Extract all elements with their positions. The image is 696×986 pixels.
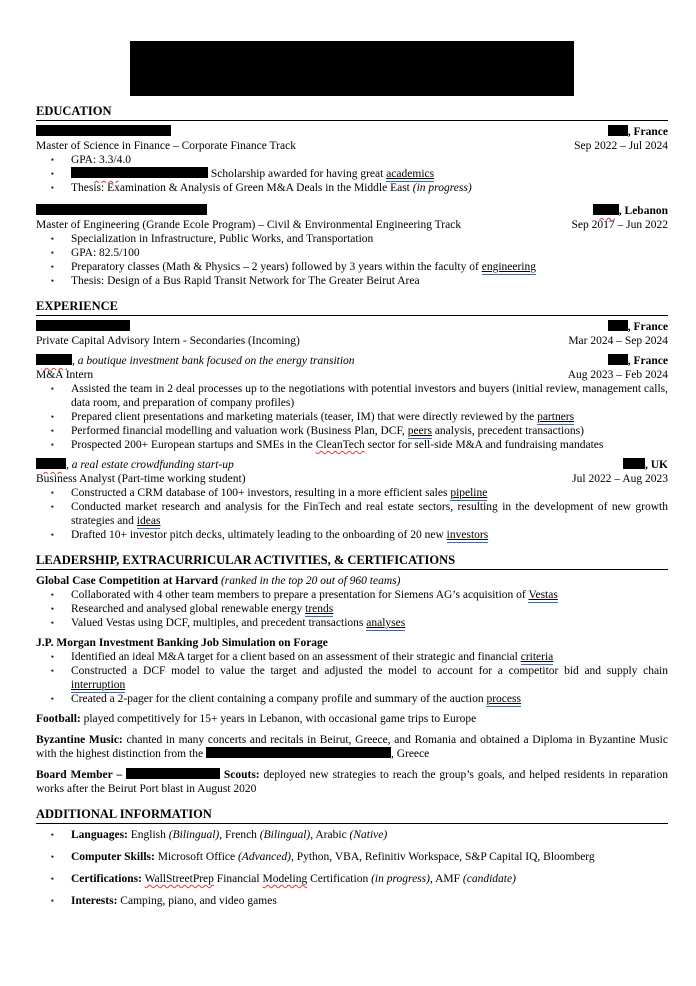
leadership-football — [36, 712, 668, 726]
bullet-item — [36, 410, 668, 424]
degree-date-row — [36, 218, 668, 232]
text-segment: Computer Skills: — [71, 851, 155, 863]
education-bullets — [36, 232, 668, 288]
text-segment: GPA: 3.3/4.0 — [71, 154, 131, 166]
text-segment: (Native) — [349, 829, 388, 841]
bullet-item — [36, 260, 668, 274]
leadership-board-member — [36, 768, 668, 796]
bullet-item-certifications — [36, 872, 668, 886]
redaction-box — [206, 747, 391, 758]
text-segment: (ranked in the top 20 out of 960 teams) — [220, 575, 401, 587]
text-segment: interruption — [71, 679, 126, 691]
text-segment: (candidate) — [462, 873, 516, 885]
role-title — [36, 472, 572, 486]
additional-bullets — [36, 828, 668, 908]
text-segment: Thesis: Design of a Bus Rapid Transit Network for The Greater Beirut Area — [71, 275, 420, 287]
redaction-box — [36, 320, 130, 331]
school-name — [36, 125, 608, 139]
text-segment: Master of Science in Finance – Corporate Finance Track — [36, 140, 296, 152]
text-segment: Master of Engineering (Grande Ecole Program) – Civil & Environmental Engineering Track — [36, 219, 462, 231]
text-segment: engineering — [481, 261, 537, 273]
text-segment: Sep 2022 – Jul 2024 — [574, 140, 668, 152]
text-segment: Conducted market research and analysis for the FinTech and real estate sectors, resulting in the development of new growth strategies and — [71, 501, 668, 527]
bullet-item — [36, 167, 668, 181]
company-name — [36, 458, 623, 472]
text-segment: Drafted 10+ investor pitch decks, ultimately leading to the onboarding of 20 new — [71, 529, 447, 541]
redaction-box — [608, 354, 628, 365]
resume-content — [36, 104, 668, 919]
text-segment: Mar 2024 – Sep 2024 — [568, 335, 668, 347]
degree-title — [36, 218, 572, 232]
section-experience — [36, 299, 668, 542]
text-segment: Camping, piano, and video games — [117, 895, 277, 907]
bullet-item — [36, 500, 668, 528]
leadership-jpmorgan — [36, 636, 668, 706]
redaction-box — [36, 125, 171, 136]
role-dates — [572, 472, 668, 486]
text-segment: analyses — [366, 617, 406, 629]
section-title-additional: ADDITIONAL INFORMATION — [36, 807, 668, 824]
text-segment: , French — [219, 829, 260, 841]
bullet-item — [36, 486, 668, 500]
experience-entry-1 — [36, 320, 668, 348]
text-segment: Certifications: — [71, 873, 142, 885]
text-segment: Business Analyst (Part-time working student) — [36, 473, 246, 485]
role-date-row — [36, 472, 668, 486]
text-segment: J.P. Morgan Investment Banking Job Simulation on Forage — [36, 637, 328, 649]
leadership-harvard — [36, 574, 668, 630]
text-segment: Prepared client presentations and marketing materials (teaser, IM) that were directly reviewed by the — [71, 411, 538, 423]
company-location-row — [36, 458, 668, 472]
text-segment: , France — [627, 321, 668, 333]
company-name — [36, 320, 608, 334]
section-education — [36, 104, 668, 288]
redaction-box — [593, 204, 619, 215]
section-additional-information — [36, 807, 668, 908]
bullet-item — [36, 650, 668, 664]
text-segment: , Lebanon — [618, 205, 668, 217]
bullet-item — [36, 692, 668, 706]
text-segment: Created a 2-pager for the client containing a company profile and summary of the auction — [71, 693, 487, 705]
text-segment: analysis, precedent transactions) — [431, 425, 584, 437]
text-segment: CleanTech — [315, 439, 365, 451]
redaction-box — [36, 458, 66, 469]
text-segment: investors — [446, 529, 489, 541]
degree-dates — [572, 218, 668, 232]
text-segment: Financial — [213, 873, 263, 885]
redaction-box — [36, 354, 72, 365]
text-segment: Specialization in Infrastructure, Public Works, and Transportation — [71, 233, 374, 245]
text-segment: Researched and analysed global renewable energy — [71, 603, 306, 615]
text-segment: Interests: — [71, 895, 118, 907]
redaction-box — [71, 167, 208, 178]
experience-bullets — [36, 382, 668, 452]
bullet-item — [36, 588, 668, 602]
bullet-item — [36, 246, 668, 260]
text-segment: ideas — [136, 515, 161, 527]
experience-entry-3 — [36, 458, 668, 542]
company-location-row — [36, 354, 668, 368]
company-name — [36, 354, 608, 368]
activity-title — [36, 636, 668, 650]
school-location — [593, 204, 668, 218]
bullet-item — [36, 438, 668, 452]
text-segment: Football: — [36, 713, 81, 725]
activity-bullets — [36, 588, 668, 630]
bullet-item — [36, 528, 668, 542]
text-segment: (Advanced) — [237, 851, 291, 863]
text-segment: , France — [627, 126, 668, 138]
text-segment: trends — [305, 603, 334, 615]
text-segment: Constructed a DCF model to value the target and adjusted the model to account for a competitor bid and supply chain — [71, 665, 668, 677]
text-segment: , UK — [645, 459, 668, 471]
text-segment: Preparatory classes (Math & Physics – 2 years) followed by 3 years within the faculty of — [71, 261, 482, 273]
degree-title — [36, 139, 574, 153]
text-segment: played competitively for 15+ years in Lebanon, with occasional game trips to Europe — [80, 713, 477, 725]
role-date-row — [36, 368, 668, 382]
text-segment: academics — [386, 168, 435, 180]
text-segment: Private Capital Advisory Intern - Secondaries (Incoming) — [36, 335, 300, 347]
bullet-item — [36, 274, 668, 288]
text-segment: deployed new strategies to reach the group’s goals, and helped residents in reparation works after the Beirut Port blast in August 2020 — [36, 769, 668, 795]
redaction-box — [608, 125, 628, 136]
text-segment: Thesis: Examination & Analysis of Green M&A Deals in the Middle East — [71, 182, 413, 194]
redaction-box — [608, 320, 628, 331]
bullet-item — [36, 664, 668, 692]
text-segment: Scouts: — [219, 769, 260, 781]
text-segment: Collaborated with 4 other team members to prepare a presentation for Siemens AG’s acquisition of — [71, 589, 529, 601]
bullet-item-computer-skills — [36, 850, 668, 864]
redaction-box — [126, 768, 220, 779]
bullet-item — [36, 424, 668, 438]
experience-entry-2 — [36, 354, 668, 452]
education-entry-1 — [36, 125, 668, 195]
text-segment: (Bilingual) — [259, 829, 311, 841]
text-segment: GPA: 82.5/100 — [71, 247, 140, 259]
text-segment: (in progress) — [412, 182, 472, 194]
text-segment: Vestas — [528, 589, 558, 601]
text-segment: , Python, VBA, Refinitiv Workspace, S&P Capital IQ, Bloomberg — [290, 851, 595, 863]
text-segment: Aug 2023 – Feb 2024 — [567, 369, 668, 381]
text-segment: , a boutique investment bank focused on the energy transition — [72, 355, 355, 367]
section-title-education: EDUCATION — [36, 104, 668, 121]
text-segment: WallStreetPrep — [144, 873, 214, 885]
company-location — [608, 354, 668, 368]
education-bullets — [36, 153, 668, 195]
text-segment: Certification — [307, 873, 372, 885]
text-segment: Sep 2017 – Jun 2022 — [571, 219, 668, 231]
text-segment: , AMF — [429, 873, 463, 885]
bullet-item — [36, 616, 668, 630]
school-location — [608, 125, 668, 139]
text-segment: Microsoft Office — [154, 851, 238, 863]
text-segment: sector for sell-side M&A and fundraising mandates — [364, 439, 604, 451]
degree-dates — [574, 139, 668, 153]
role-date-row — [36, 334, 668, 348]
text-segment: (Bilingual) — [168, 829, 220, 841]
activity-bullets — [36, 650, 668, 706]
activity-title — [36, 574, 668, 588]
redacted-name-header — [130, 41, 574, 96]
text-segment: Identified an ideal M&A target for a client based on an assessment of their strategic and financial — [71, 651, 521, 663]
bullet-item — [36, 232, 668, 246]
text-segment: pipeline — [450, 487, 488, 499]
text-segment: English — [127, 829, 169, 841]
role-dates — [568, 334, 668, 348]
leadership-byzantine-music — [36, 733, 668, 761]
redaction-box — [623, 458, 645, 469]
text-segment: Constructed a CRM database of 100+ investors, resulting in a more efficient sales — [71, 487, 451, 499]
section-title-experience: EXPERIENCE — [36, 299, 668, 316]
text-segment: Modeling — [262, 873, 308, 885]
role-title — [36, 334, 568, 348]
text-segment: Scholarship awarded for having great — [208, 168, 387, 180]
education-entry-2 — [36, 204, 668, 288]
role-title — [36, 368, 568, 382]
text-segment: Valued Vestas using DCF, multiples, and precedent transactions — [71, 617, 367, 629]
text-segment: process — [486, 693, 521, 705]
text-segment: Byzantine Music: — [36, 734, 123, 746]
degree-date-row — [36, 139, 668, 153]
bullet-item-interests — [36, 894, 668, 908]
bullet-item-languages — [36, 828, 668, 842]
text-segment: criteria — [520, 651, 554, 663]
text-segment: Assisted the team in 2 deal processes up to the negotiations with potential investors and buyers (initial review, management calls, data room, and preparation of company profiles) — [71, 383, 668, 409]
text-segment: , a real estate crowdfunding start-up — [66, 459, 234, 471]
bullet-item — [36, 602, 668, 616]
section-leadership — [36, 553, 668, 796]
company-location-row — [36, 320, 668, 334]
bullet-item — [36, 153, 668, 167]
text-segment: , France — [627, 355, 668, 367]
text-segment: Global Case Competition at Harvard — [36, 575, 221, 587]
school-name — [36, 204, 593, 218]
section-title-leadership: LEADERSHIP, EXTRACURRICULAR ACTIVITIES, & CERTIFICATIONS — [36, 553, 668, 570]
text-segment: Languages: — [71, 829, 128, 841]
company-location — [623, 458, 668, 472]
text-segment: peers — [407, 425, 432, 437]
school-location-row — [36, 125, 668, 139]
text-segment: Jul 2022 – Aug 2023 — [572, 473, 668, 485]
bullet-item — [36, 382, 668, 410]
role-dates — [568, 368, 668, 382]
school-location-row — [36, 204, 668, 218]
text-segment: partners — [537, 411, 575, 423]
bullet-item — [36, 181, 668, 195]
redaction-box — [36, 204, 207, 215]
text-segment: Performed financial modelling and valuation work (Business Plan, DCF, — [71, 425, 408, 437]
text-segment: chanted in many concerts and recitals in Beirut, Greece, and Romania and obtained a Diploma in Byzantine Music with the highest distinction from the — [36, 734, 668, 760]
experience-bullets — [36, 486, 668, 542]
text-segment: M&A Intern — [36, 369, 94, 381]
text-segment: Board Member – — [36, 769, 126, 781]
company-location — [608, 320, 668, 334]
text-segment: , Arabic — [310, 829, 350, 841]
text-segment: , Greece — [390, 748, 430, 760]
text-segment: (in progress) — [371, 873, 430, 885]
text-segment: Prospected 200+ European startups and SMEs in the — [71, 439, 316, 451]
